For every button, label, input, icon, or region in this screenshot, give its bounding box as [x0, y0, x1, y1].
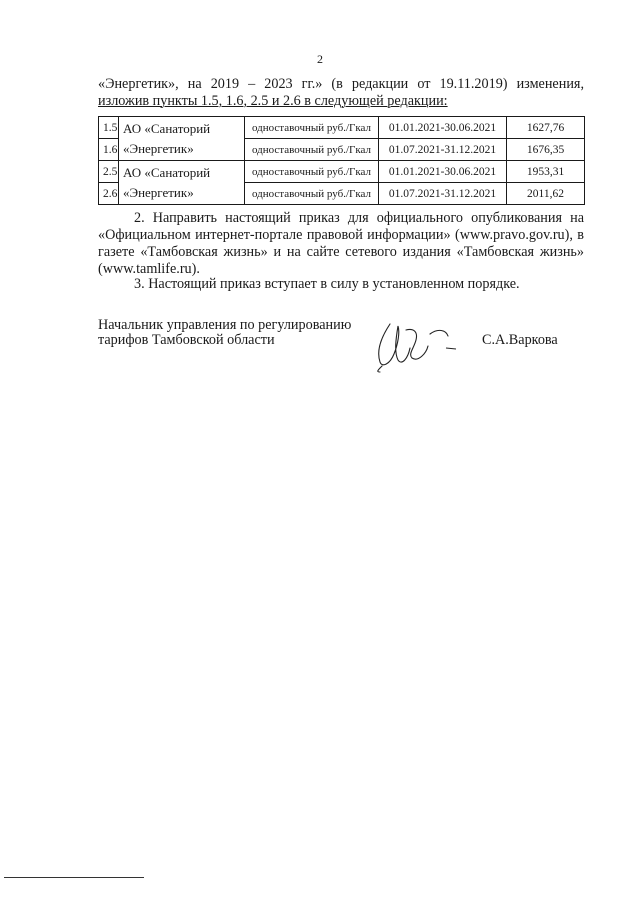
signatory-title	[98, 318, 351, 348]
organization-cell: АО «Санаторий «Энергетик»	[119, 161, 245, 205]
footnote-divider	[4, 877, 144, 878]
paragraph-effective: 3. Настоящий приказ вступает в силу в установленном порядке.	[134, 276, 520, 292]
tariff-value: 1676,35	[507, 139, 585, 161]
tariff-value: 1953,31	[507, 161, 585, 183]
row-number: 2.6	[99, 183, 119, 205]
tariff-period: 01.01.2021-30.06.2021	[379, 161, 507, 183]
tariff-value: 2011,62	[507, 183, 585, 205]
row-number: 2.5	[99, 161, 119, 183]
intro-line-1: «Энергетик», на 2019 – 2023 гг.» (в редакции от 19.11.2019) изменения,	[98, 76, 584, 92]
tariff-unit: одноставочный руб./Гкал	[245, 183, 379, 205]
signatory-title-line-1: Начальник управления по регулированию	[98, 317, 352, 333]
organization-cell: АО «Санаторий «Энергетик»	[119, 117, 245, 161]
table-row	[99, 117, 585, 139]
tariff-unit: одноставочный руб./Гкал	[245, 161, 379, 183]
row-number: 1.6	[99, 139, 119, 161]
table-row	[99, 161, 585, 183]
signatory-title-line-2: тарифов Тамбовской области	[98, 332, 275, 348]
tariff-value: 1627,76	[507, 117, 585, 139]
tariff-period: 01.07.2021-31.12.2021	[379, 139, 507, 161]
tariff-unit: одноставочный руб./Гкал	[245, 117, 379, 139]
page-number: 2	[317, 52, 323, 66]
tariff-period: 01.07.2021-31.12.2021	[379, 183, 507, 205]
signer-name: С.А.Варкова	[482, 332, 558, 348]
paragraph-publication: 2. Направить настоящий приказ для официального опубликования на «Официальном интернет-портале правовой информации» (www.pravo.gov.ru), в газете «Тамбовская жизнь» и на сайте сетевого издания «Тамбовская жизнь» (www.tamlife.ru).	[98, 210, 584, 277]
row-number: 1.5	[99, 117, 119, 139]
intro-text	[98, 76, 584, 110]
handwritten-signature	[368, 314, 468, 374]
intro-line-2: изложив пункты 1.5, 1.6, 2.5 и 2.6 в следующей редакции:	[98, 93, 448, 109]
tariff-table	[98, 116, 585, 205]
tariff-period: 01.01.2021-30.06.2021	[379, 117, 507, 139]
tariff-unit: одноставочный руб./Гкал	[245, 139, 379, 161]
